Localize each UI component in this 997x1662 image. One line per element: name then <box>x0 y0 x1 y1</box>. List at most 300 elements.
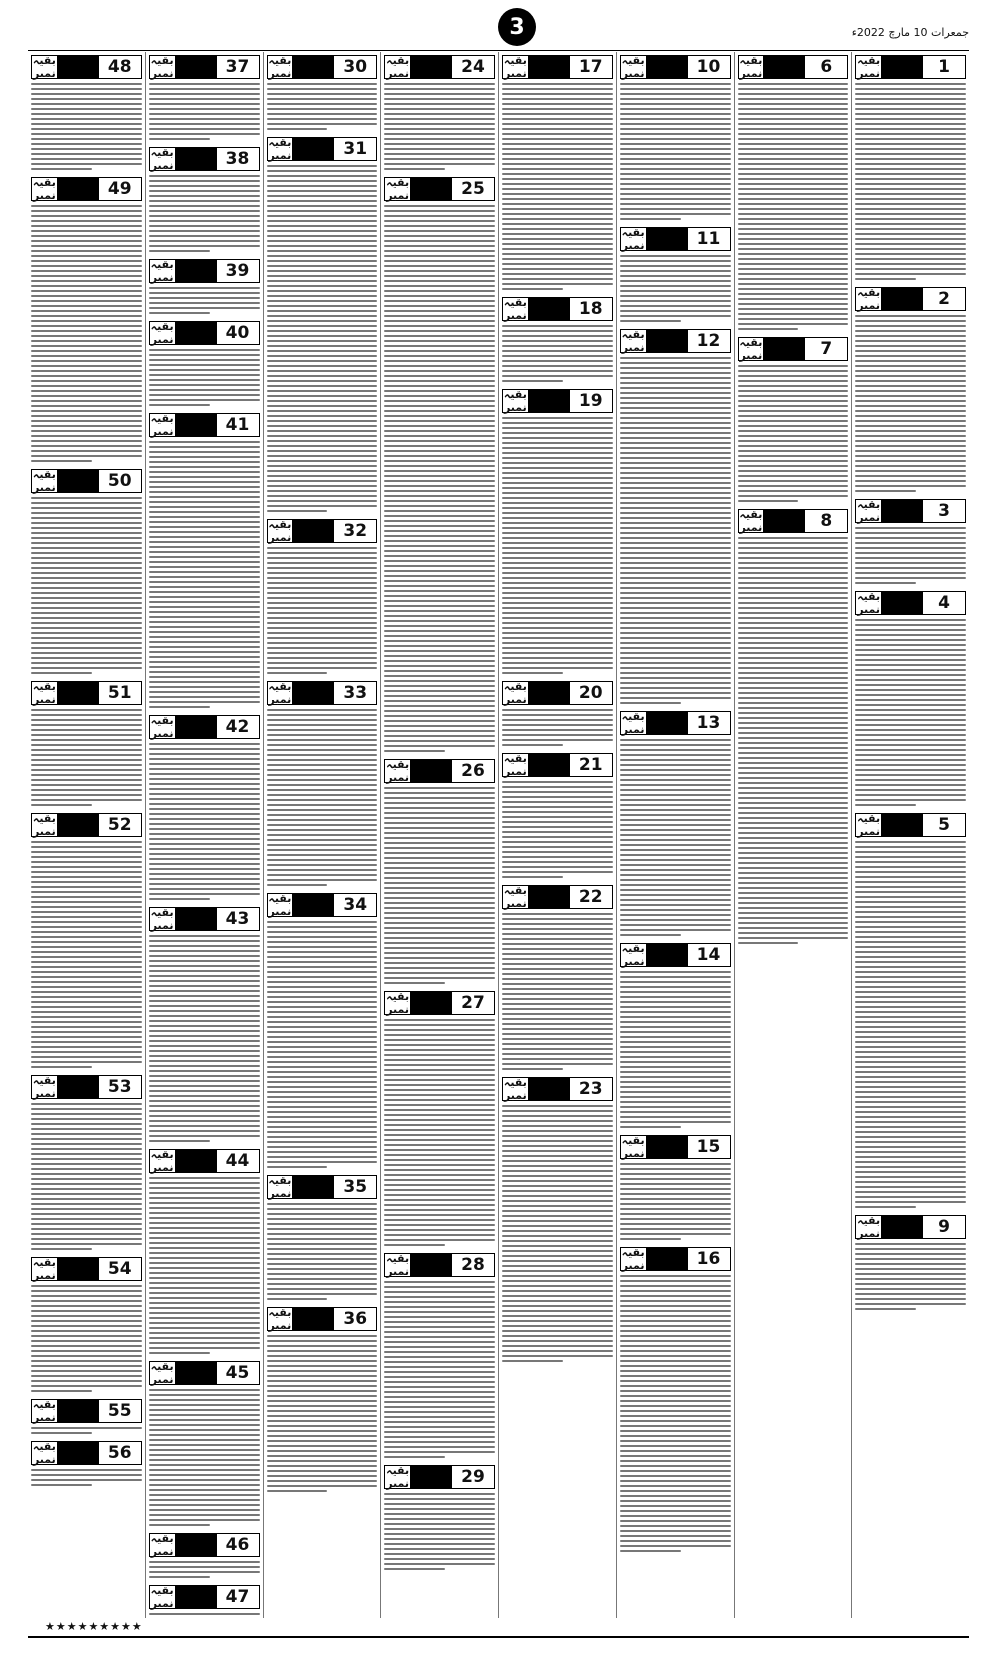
text-line <box>855 1121 966 1123</box>
text-line <box>502 233 613 235</box>
text-line <box>855 799 966 801</box>
text-line <box>502 1003 613 1005</box>
story-label: بقیہ نمبر <box>32 680 56 706</box>
text-line <box>149 1332 260 1334</box>
story-body <box>384 1018 495 1247</box>
story-number: 41 <box>225 415 250 435</box>
text-line <box>738 268 849 270</box>
story-number: 37 <box>225 57 250 77</box>
text-line <box>384 640 495 642</box>
story-body <box>31 496 142 675</box>
text-line <box>384 615 495 617</box>
text-line <box>855 911 966 913</box>
text-line <box>31 1432 92 1434</box>
text-line <box>502 1285 613 1287</box>
text-line <box>384 163 495 165</box>
text-line <box>149 661 260 663</box>
text-line <box>502 198 613 200</box>
text-line <box>738 727 849 729</box>
text-line <box>620 1280 731 1282</box>
text-line <box>738 405 849 407</box>
story-body <box>149 82 260 141</box>
text-line <box>267 1106 378 1108</box>
text-line <box>267 445 378 447</box>
story-black-block <box>881 592 923 614</box>
text-line <box>267 260 378 262</box>
story-black-block <box>57 470 99 492</box>
text-line <box>384 1296 495 1298</box>
text-line <box>31 769 142 771</box>
text-line <box>267 1233 378 1235</box>
text-line <box>855 896 966 898</box>
text-line <box>384 630 495 632</box>
text-line <box>620 632 731 634</box>
text-line <box>267 1375 378 1377</box>
text-line <box>31 497 142 499</box>
text-line <box>267 1126 378 1128</box>
text-line <box>267 470 378 472</box>
text-line <box>384 1376 495 1378</box>
text-line <box>502 1058 613 1060</box>
text-line <box>502 248 613 250</box>
text-line <box>620 537 731 539</box>
story-header <box>267 681 378 705</box>
text-line <box>149 1352 210 1354</box>
text-line <box>149 1005 260 1007</box>
text-line <box>149 753 260 755</box>
text-line <box>31 1243 142 1245</box>
text-line <box>620 692 731 694</box>
text-line <box>855 133 966 135</box>
text-line <box>384 947 495 949</box>
text-line <box>620 295 731 297</box>
text-line <box>738 88 849 90</box>
text-line <box>502 1053 613 1055</box>
text-line <box>31 310 142 312</box>
text-line <box>502 188 613 190</box>
text-line <box>738 133 849 135</box>
text-line <box>855 946 966 948</box>
text-line <box>502 487 613 489</box>
text-line <box>620 285 731 287</box>
text-line <box>149 551 260 553</box>
text-line <box>620 642 731 644</box>
text-line <box>855 1283 966 1285</box>
text-line <box>620 819 731 821</box>
text-line <box>738 390 849 392</box>
story-header <box>149 1149 260 1173</box>
text-line <box>855 981 966 983</box>
text-line <box>502 83 613 85</box>
text-line <box>149 1130 260 1132</box>
text-line <box>620 1540 731 1542</box>
text-line <box>31 1375 142 1377</box>
text-line <box>855 1268 966 1270</box>
text-line <box>502 1340 613 1342</box>
text-line <box>738 852 849 854</box>
text-line <box>855 639 966 641</box>
story-label: بقیہ نمبر <box>857 498 881 524</box>
text-line <box>31 856 142 858</box>
text-line <box>149 788 260 790</box>
text-line <box>855 527 966 529</box>
text-line <box>855 1021 966 1023</box>
text-line <box>855 440 966 442</box>
story-header <box>738 55 849 79</box>
text-line <box>384 1326 495 1328</box>
story <box>502 1077 613 1363</box>
text-line <box>384 1224 495 1226</box>
text-line <box>31 163 142 165</box>
text-line <box>620 749 731 751</box>
text-line <box>31 542 142 544</box>
text-line <box>31 1021 142 1023</box>
text-line <box>31 637 142 639</box>
story-number: 27 <box>461 993 485 1013</box>
text-line <box>384 525 495 527</box>
text-line <box>502 672 563 674</box>
text-line <box>620 402 731 404</box>
text-line <box>149 995 260 997</box>
text-line <box>149 1070 260 1072</box>
text-line <box>31 210 142 212</box>
text-line <box>31 1041 142 1043</box>
text-line <box>855 208 966 210</box>
text-line <box>267 98 378 100</box>
text-line <box>267 627 378 629</box>
text-line <box>855 268 966 270</box>
text-line <box>267 1121 378 1123</box>
text-line <box>149 940 260 942</box>
text-line <box>620 198 731 200</box>
text-line <box>738 425 849 427</box>
text-line <box>502 263 613 265</box>
text-line <box>738 303 849 305</box>
text-line <box>502 714 613 716</box>
story <box>855 499 966 585</box>
text-line <box>149 1566 260 1568</box>
story-number: 48 <box>107 57 132 77</box>
text-line <box>620 320 681 322</box>
text-line <box>738 752 849 754</box>
story <box>384 759 495 985</box>
text-line <box>620 1101 731 1103</box>
text-line <box>384 108 495 110</box>
text-line <box>31 861 142 863</box>
text-line <box>620 1420 731 1422</box>
text-line <box>384 1291 495 1293</box>
story-number: 52 <box>107 815 132 835</box>
text-line <box>267 632 378 634</box>
story-header <box>620 1247 731 1271</box>
text-line <box>855 355 966 357</box>
text-line <box>31 390 142 392</box>
text-line <box>149 302 260 304</box>
text-line <box>149 935 260 937</box>
text-line <box>267 1293 378 1295</box>
text-line <box>31 931 142 933</box>
text-line <box>384 325 495 327</box>
text-line <box>267 657 378 659</box>
text-line <box>620 1071 731 1073</box>
text-line <box>502 1195 613 1197</box>
text-line <box>502 1038 613 1040</box>
text-line <box>31 260 142 262</box>
text-line <box>855 1076 966 1078</box>
text-line <box>31 275 142 277</box>
text-line <box>384 957 495 959</box>
text-line <box>620 582 731 584</box>
text-line <box>267 587 378 589</box>
text-line <box>384 812 495 814</box>
text-line <box>149 1010 260 1012</box>
text-line <box>738 118 849 120</box>
text-line <box>502 923 613 925</box>
story-number: 3 <box>938 501 950 521</box>
text-line <box>31 846 142 848</box>
text-line <box>855 218 966 220</box>
text-line <box>384 887 495 889</box>
text-line <box>502 258 613 260</box>
text-line <box>31 98 142 100</box>
text-line <box>502 876 563 878</box>
text-line <box>267 1435 378 1437</box>
text-line <box>620 1330 731 1332</box>
text-line <box>620 1203 731 1205</box>
text-line <box>855 173 966 175</box>
story-number: 39 <box>225 261 250 281</box>
story-black-block <box>292 520 334 542</box>
text-line <box>855 475 966 477</box>
text-line <box>620 280 731 282</box>
text-line <box>502 88 613 90</box>
text-line <box>502 1210 613 1212</box>
text-line <box>502 365 613 367</box>
text-line <box>620 1026 731 1028</box>
text-line <box>31 400 142 402</box>
text-line <box>855 1206 916 1208</box>
text-line <box>620 1086 731 1088</box>
text-line <box>149 307 260 309</box>
text-line <box>267 1278 378 1280</box>
text-line <box>620 118 731 120</box>
text-line <box>31 435 142 437</box>
text-line <box>149 374 260 376</box>
text-line <box>267 869 378 871</box>
text-line <box>149 883 260 885</box>
text-line <box>384 320 495 322</box>
text-line <box>855 420 966 422</box>
text-line <box>267 108 378 110</box>
text-line <box>149 1489 260 1491</box>
text-line <box>149 1282 260 1284</box>
text-line <box>502 1063 613 1065</box>
text-line <box>620 1365 731 1367</box>
text-line <box>502 1245 613 1247</box>
text-line <box>149 1222 260 1224</box>
text-line <box>502 1043 613 1045</box>
text-line <box>502 1215 613 1217</box>
story <box>149 259 260 315</box>
text-line <box>149 138 210 140</box>
text-line <box>738 862 849 864</box>
story <box>738 55 849 331</box>
text-line <box>267 435 378 437</box>
text-line <box>384 1508 495 1510</box>
text-line <box>384 977 495 979</box>
text-line <box>738 98 849 100</box>
text-line <box>855 330 966 332</box>
story-header <box>384 759 495 783</box>
text-line <box>620 422 731 424</box>
text-line <box>149 621 260 623</box>
text-line <box>855 1041 966 1043</box>
text-line <box>31 714 142 716</box>
text-line <box>384 1321 495 1323</box>
text-line <box>738 103 849 105</box>
text-line <box>267 652 378 654</box>
text-line <box>384 505 495 507</box>
text-line <box>149 576 260 578</box>
text-line <box>149 1035 260 1037</box>
text-line <box>502 744 563 746</box>
story <box>738 509 849 945</box>
story-header <box>149 321 260 345</box>
text-line <box>502 143 613 145</box>
text-line <box>384 645 495 647</box>
text-line <box>267 719 378 721</box>
story-black-block <box>763 338 805 360</box>
text-line <box>502 1028 613 1030</box>
story <box>149 413 260 709</box>
text-line <box>620 362 731 364</box>
text-line <box>149 898 210 900</box>
text-line <box>149 1050 260 1052</box>
story-header <box>855 591 966 615</box>
text-line <box>31 215 142 217</box>
text-line <box>384 1209 495 1211</box>
text-line <box>384 465 495 467</box>
text-line <box>620 98 731 100</box>
text-line <box>384 1159 495 1161</box>
text-line <box>502 607 613 609</box>
story-black-block <box>763 56 805 78</box>
text-line <box>31 804 92 806</box>
story <box>384 1465 495 1571</box>
text-line <box>502 1130 613 1132</box>
text-line <box>267 1228 378 1230</box>
text-line <box>738 937 849 939</box>
story-number: 8 <box>820 511 833 531</box>
text-line <box>620 597 731 599</box>
text-line <box>31 1158 142 1160</box>
story-header <box>267 137 378 161</box>
text-line <box>620 1198 731 1200</box>
text-line <box>31 355 142 357</box>
text-line <box>502 662 613 664</box>
story <box>267 55 378 131</box>
text-line <box>855 325 966 327</box>
text-line <box>384 460 495 462</box>
text-line <box>855 789 966 791</box>
story-header <box>31 469 142 493</box>
text-line <box>502 983 613 985</box>
text-line <box>620 1163 731 1165</box>
text-line <box>502 1325 613 1327</box>
text-line <box>855 455 966 457</box>
text-line <box>855 83 966 85</box>
story-body <box>149 440 260 709</box>
text-line <box>267 662 378 664</box>
text-line <box>620 270 731 272</box>
story-black-block <box>881 1216 923 1238</box>
text-line <box>620 1051 731 1053</box>
text-line <box>149 1120 260 1122</box>
story-body <box>149 742 260 901</box>
text-line <box>620 1385 731 1387</box>
text-line <box>149 743 260 745</box>
text-line <box>738 93 849 95</box>
text-line <box>384 720 495 722</box>
text-line <box>738 882 849 884</box>
text-line <box>620 477 731 479</box>
text-line <box>384 1431 495 1433</box>
column <box>145 52 263 1618</box>
text-line <box>149 1242 260 1244</box>
text-line <box>267 789 378 791</box>
text-line <box>149 1227 260 1229</box>
text-line <box>855 976 966 978</box>
text-line <box>384 892 495 894</box>
text-line <box>384 1099 495 1101</box>
text-line <box>149 626 260 628</box>
text-line <box>502 497 613 499</box>
story-header <box>502 1077 613 1101</box>
text-line <box>502 380 563 382</box>
text-line <box>267 1238 378 1240</box>
story <box>267 1175 378 1301</box>
story-number: 11 <box>696 229 721 249</box>
text-line <box>384 1134 495 1136</box>
text-line <box>149 1322 260 1324</box>
text-line <box>149 384 260 386</box>
text-line <box>620 255 731 257</box>
text-line <box>855 365 966 367</box>
text-line <box>31 841 142 843</box>
story-header <box>149 1533 260 1557</box>
text-line <box>267 1036 378 1038</box>
story-header <box>384 1465 495 1489</box>
text-line <box>267 300 378 302</box>
text-line <box>855 405 966 407</box>
text-line <box>384 942 495 944</box>
text-line <box>620 1500 731 1502</box>
text-line <box>384 585 495 587</box>
story-header <box>31 681 142 705</box>
story-body <box>384 204 495 753</box>
text-line <box>384 802 495 804</box>
story-label: بقیہ نمبر <box>857 590 881 616</box>
text-line <box>620 929 731 931</box>
story <box>267 1307 378 1493</box>
text-line <box>384 1194 495 1196</box>
text-line <box>384 1451 495 1453</box>
text-line <box>149 838 260 840</box>
header-rule <box>28 50 969 51</box>
story-body <box>149 348 260 407</box>
text-line <box>31 1036 142 1038</box>
text-line <box>502 866 613 868</box>
